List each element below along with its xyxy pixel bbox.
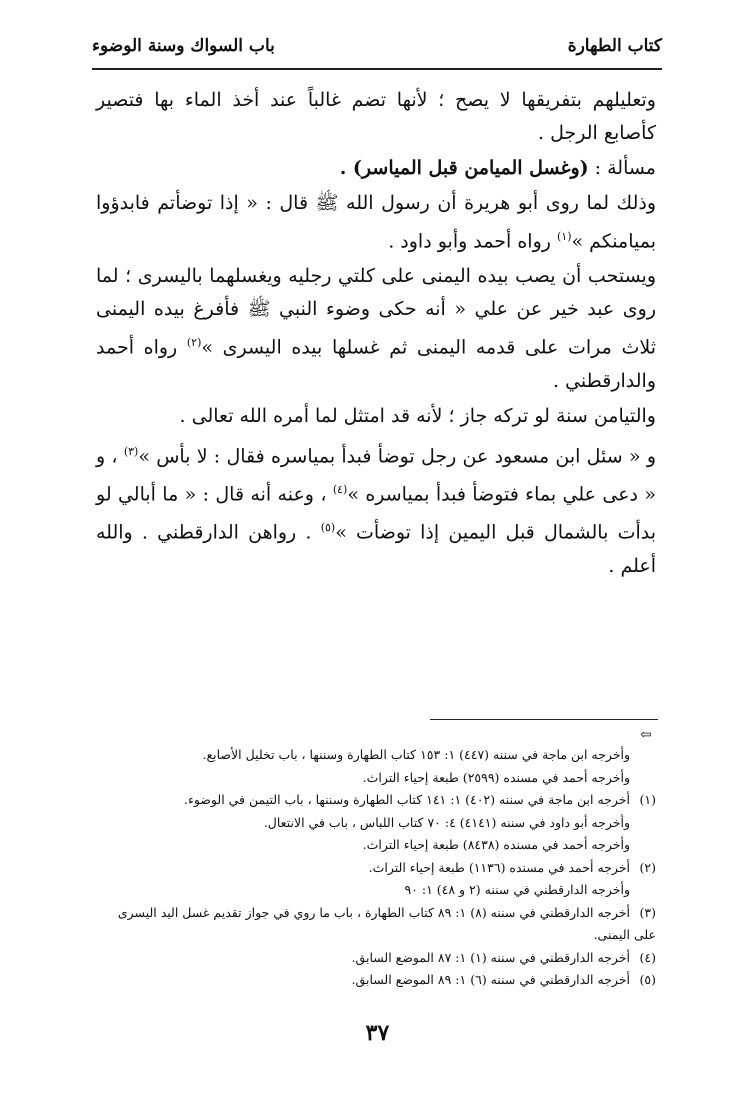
paragraph-3 <box>96 187 656 258</box>
issue-heading: (وغسل الميامن قبل المياسر) . <box>339 157 589 179</box>
paragraph-5: والتيامن سنة لو تركه جاز ؛ لأنه قد امتثل لما أمره الله تعالى . <box>179 404 656 427</box>
footnote-4 <box>100 947 656 970</box>
footnote-ref-1: (١) <box>556 230 572 243</box>
footnote-1-text: أخرجه ابن ماجة في سننه (٤٠٢) ١: ١٤١ كتاب الطهارة وسننها ، باب التيمن في الوضوء. <box>184 792 630 807</box>
footnote-2 <box>100 857 656 880</box>
footnote-3 <box>100 902 656 947</box>
page-number: ٣٧ <box>365 1020 390 1046</box>
paragraph-4-source: رواه أحمد والدارقطني . <box>96 336 656 392</box>
footnote-ref-2: (٢) <box>186 336 202 350</box>
footnote-2-line-2: وأخرجه الدارقطني في سننه (٢ و ٤٨) ١: ٩٠ <box>404 882 630 897</box>
footnote-separator <box>430 719 658 720</box>
paragraph-6-text-c: ، وعنه أنه قال : « ما أبالي لو بدأت بالشمال قبل اليمين إذا توضأت » <box>96 483 657 544</box>
paragraph-issue <box>96 152 656 185</box>
footnote-1-line-3: وأخرجه أحمد في مسنده (٨٤٣٨) طبعة إحياء التراث. <box>362 837 630 852</box>
footnote-5 <box>100 969 656 992</box>
main-text <box>96 84 656 585</box>
paragraph-6-text-b: ، و « دعى علي بماء فتوضأ فبدأ بمياسره » <box>96 444 656 506</box>
footnote-5-text: أخرجه الدارقطني في سننه (٦) ١: ٨٩ الموضع السابق. <box>351 972 630 987</box>
running-header <box>92 30 662 70</box>
footnote-1-line-2: وأخرجه أبو داود في سننه (٤١٤١) ٤: ٧٠ كتاب اللباس ، باب في الانتعال. <box>263 814 630 830</box>
issue-label: مسألة : <box>594 157 656 179</box>
footnote-continued-2: وأخرجه أحمد في مسنده (٢٥٩٩) طبعة إحياء التراث. <box>362 769 630 785</box>
footnote-1 <box>100 789 656 812</box>
footnote-ref-5: (٥) <box>320 521 336 535</box>
footnote-1-number: (١) <box>639 792 656 807</box>
paragraph-1: وتعليلهم بتفريقها لا يصح ؛ لأنها تضم غالباً عند أخذ الماء بها فتصير كأصابع الرجل . <box>96 89 656 144</box>
paragraph-4-text: ويستحب أن يصب بيده اليمنى على كلتي رجليه ويغسلهما باليسرى ؛ لما روى عبد خير عن علي « أنه حكى وضوء النبي ﷺ فأفرغ بيده اليمنى ثلاث مرات على قدمه اليمنى ثم غسلها بيده اليسرى » <box>96 265 656 359</box>
footnote-5-number: (٥) <box>639 972 656 987</box>
footnote-3-text: أخرجه الدارقطني في سننه (٨) ١: ٨٩ كتاب الطهارة ، باب ما روي في جواز تقديم غسل اليد اليسرى على اليمنى. <box>117 904 656 942</box>
footnotes <box>100 744 656 992</box>
continuation-arrow-icon: ⇦ <box>640 727 652 743</box>
footnote-3-number: (٣) <box>639 904 656 920</box>
footnote-4-text: أخرجه الدارقطني في سننه (١) ١: ٨٧ الموضع السابق. <box>351 949 630 965</box>
chapter-title: باب السواك وسنة الوضوء <box>92 36 275 56</box>
footnote-2-number: (٢) <box>639 859 656 875</box>
paragraph-4 <box>96 260 656 397</box>
paragraph-3-text: وذلك لما روى أبو هريرة أن رسول الله ﷺ قال : « إذا توضأتم فابدؤوا بميامنكم » <box>96 192 656 253</box>
footnote-2-text: أخرجه أحمد في مسنده (١١٣٦) طبعة إحياء التراث. <box>368 859 630 875</box>
header-rule <box>92 68 662 70</box>
footnote-ref-4: (٤) <box>332 482 348 496</box>
book-title: كتاب الطهارة <box>567 36 662 56</box>
footnote-4-number: (٤) <box>639 949 656 965</box>
paragraph-6-text-a: و « سئل ابن مسعود عن رجل توضأ فبدأ بمياسره فقال : لا بأس » <box>138 444 656 467</box>
paragraph-6 <box>96 435 656 583</box>
footnote-ref-3: (٣) <box>123 444 139 458</box>
paragraph-6-text-d: . رواهن الدارقطني . والله أعلم . <box>96 521 656 577</box>
footnote-continued-1: وأخرجه ابن ماجة في سننه (٤٤٧) ١: ١٥٣ كتاب الطهارة وسننها ، باب تخليل الأصابع. <box>202 747 630 762</box>
paragraph-3-source: رواه أحمد وأبو داود . <box>388 230 557 253</box>
